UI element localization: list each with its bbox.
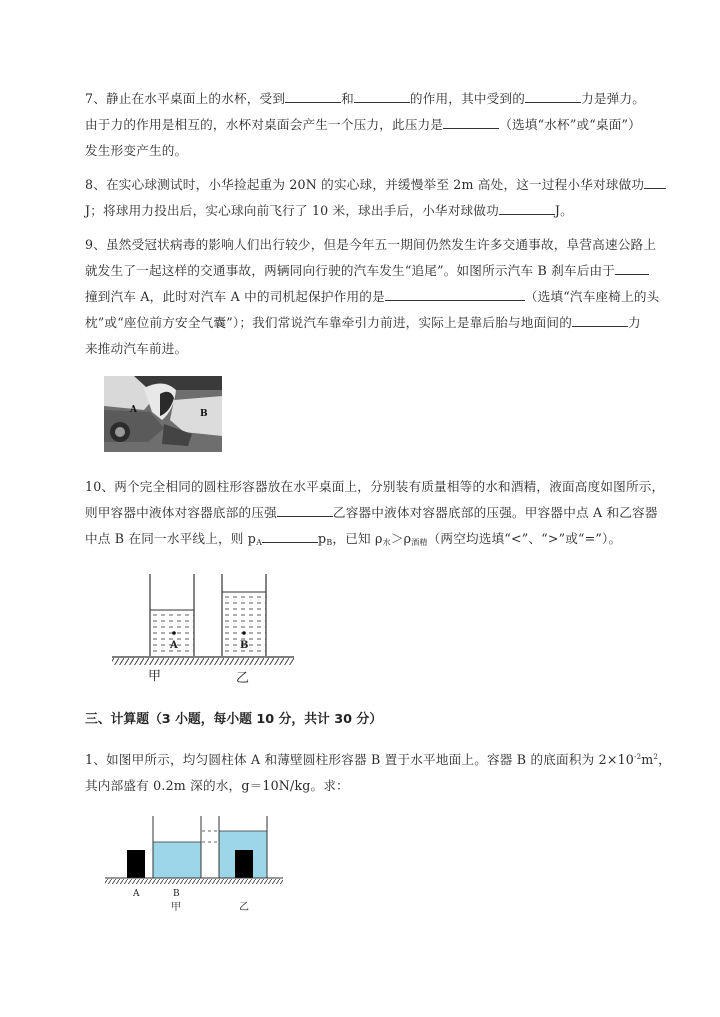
calc-q1-line-2: 其内部盛有 0.2m 深的水，g＝10N/kg。求：: [85, 778, 349, 794]
text: 中点 B 在同一水平线上，则 p: [85, 531, 257, 546]
q9-line-1: 9、虽然受冠状病毒的影响人们出行较少，但是今年五一期间仍然发生许多交通事故，阜营高速公路上: [85, 237, 657, 252]
text: 8、在实心球测试时，小华捡起重为 20N 的实心球，并缓慢举至 2m 高处，这一过程小华对球做功: [85, 177, 645, 192]
car-b-label: B: [200, 409, 208, 419]
text: 由于力的作用是相互的，水杯对桌面会产生一个压力，此压力是: [85, 117, 444, 132]
text: ＞ρ: [390, 531, 412, 546]
subscript: 酒精: [411, 538, 428, 547]
text: 枕”或“座位前方安全气囊”）；我们常说汽车靠牵引力前进，实际上是靠后胎与地面间的: [85, 315, 572, 330]
text: 力: [627, 315, 641, 330]
text: 1、如图甲所示，均匀圆柱体 A 和薄壁圆柱形容器 B 置于水平地面上。容器 B 的底面积为 2×10: [85, 752, 635, 768]
text: p: [318, 531, 327, 546]
text: 乙容器中液体对容器底部的压强。甲容器中点 A 和乙容器: [332, 505, 658, 520]
water-jia: [153, 842, 201, 878]
answer-blank[interactable]: [615, 260, 649, 275]
text: 7、静止在水平桌面上的水杯，受到: [85, 91, 286, 106]
text: m: [641, 752, 654, 768]
exponent: 2: [653, 753, 659, 761]
text: 的作用，其中受到的: [409, 91, 526, 106]
text: （两空均选填“<”、“>”或“=”）。: [427, 531, 622, 546]
q10-line-3: [85, 526, 675, 556]
text: （选填“汽车座椅上的头: [524, 289, 660, 304]
question-10: [85, 474, 675, 556]
liquid-containers-figure: [104, 570, 300, 686]
question-7: [85, 86, 675, 164]
answer-blank[interactable]: [499, 200, 555, 215]
q10-line-1: 10、两个完全相同的圆柱形容器放在水平桌面上，分别装有质量相等的水和酒精，液面高度如图所示，: [85, 479, 665, 494]
text: J；将球用力投出后，实心球向前飞行了 10 米，球出手后，小华对球做功: [85, 203, 499, 218]
q9-line-3: [85, 284, 675, 310]
answer-blank[interactable]: [277, 502, 333, 517]
q9-line-4: [85, 310, 675, 336]
text: （选填“水杯”或“桌面”）: [499, 117, 641, 132]
label-jia: 甲: [171, 902, 181, 913]
text: ，已知 ρ: [332, 531, 383, 546]
question-9: [85, 232, 675, 362]
label-a: A: [133, 889, 140, 899]
answer-blank[interactable]: [525, 88, 581, 103]
point-b-label: B: [240, 640, 249, 651]
cylinder-a-submerged: [235, 850, 253, 878]
q8-line-1: [85, 172, 675, 198]
text: 力是弹力。: [581, 91, 646, 106]
label-b: B: [173, 889, 180, 899]
text: 和: [341, 91, 354, 106]
answer-blank[interactable]: [285, 88, 341, 103]
answer-blank[interactable]: [262, 528, 318, 543]
q10-line-2: [85, 500, 675, 526]
subscript: B: [326, 538, 333, 547]
calc-q1-line-1: [85, 744, 675, 773]
answer-blank[interactable]: [354, 88, 410, 103]
q7-line-2: [85, 112, 675, 138]
calc-question-1: [85, 744, 675, 799]
q8-line-2: [85, 198, 675, 224]
q9-line-2: [85, 258, 675, 284]
label-yi: 乙: [239, 902, 249, 913]
text: 就发生了一起这样的交通事故，两辆同向行驶的汽车发生“追尾”。如图所示汽车 B 刹车后由于: [85, 263, 616, 278]
car-a-label: A: [130, 405, 137, 415]
text: 则甲容器中液体对容器底部的压强: [85, 505, 277, 520]
answer-blank[interactable]: [572, 312, 628, 327]
question-8: [85, 172, 675, 224]
text: 撞到汽车 A，此时对汽车 A 中的司机起保护作用的是: [85, 289, 385, 304]
label-yi: 乙: [236, 671, 250, 686]
q9-line-5: 来推动汽车前进。: [85, 341, 188, 356]
text: ，: [658, 752, 671, 768]
point-a-label: A: [170, 640, 178, 651]
cylinder-a: [127, 850, 145, 878]
answer-blank[interactable]: [385, 286, 525, 301]
car-collision-photo: [104, 376, 222, 452]
answer-blank[interactable]: [443, 114, 499, 129]
cylinder-container-figure: [103, 814, 289, 918]
text: J。: [554, 203, 573, 218]
answer-blank[interactable]: [644, 174, 666, 189]
subscript: A: [256, 538, 263, 547]
q7-line-1: [85, 86, 675, 112]
q7-line-3: 发生形变产生的。: [85, 143, 188, 158]
subscript: 水: [382, 538, 391, 547]
exponent: -2: [634, 753, 642, 761]
label-jia: 甲: [148, 669, 162, 684]
section-title: 三、计算题（3 小题，每小题 10 分，共计 30 分）: [85, 712, 383, 727]
